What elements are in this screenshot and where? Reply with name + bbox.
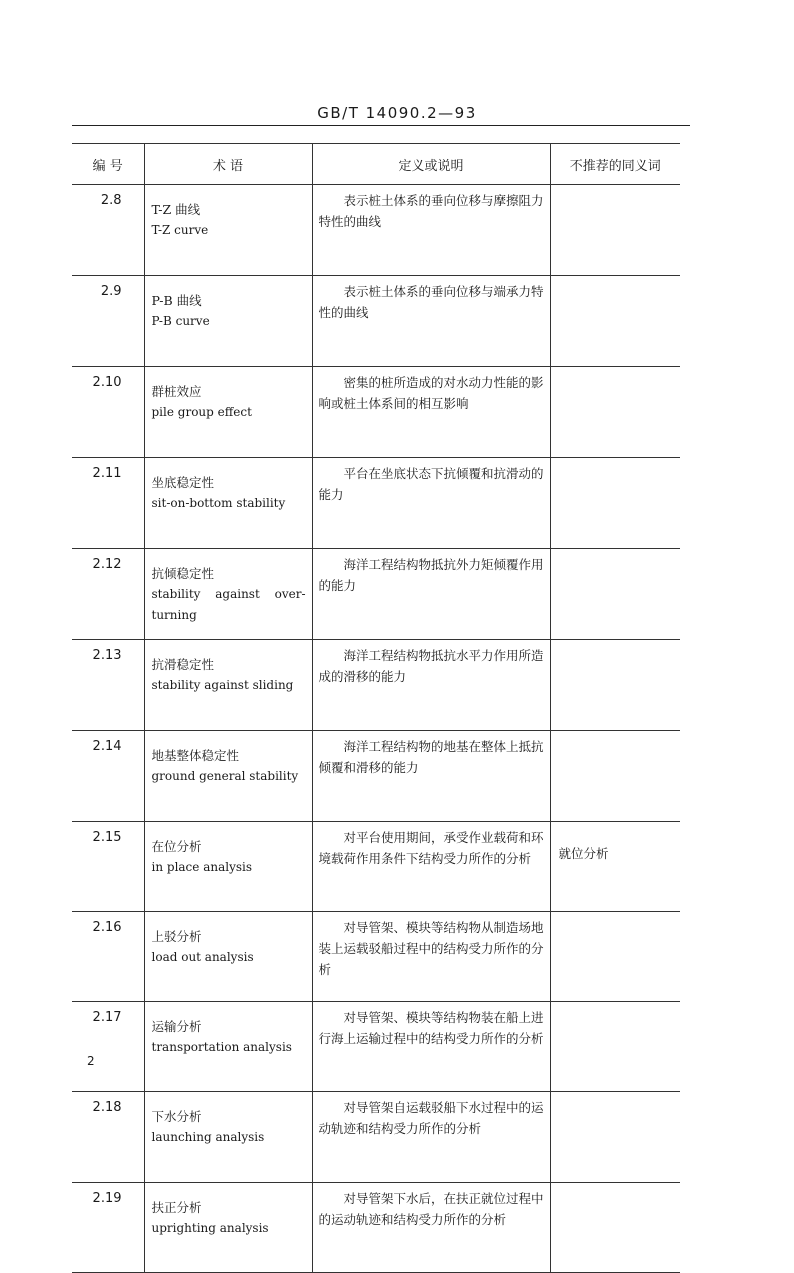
- definition-cell: [312, 1092, 550, 1183]
- term-cell: [144, 731, 312, 822]
- term-cell: [144, 822, 312, 912]
- table-row: [72, 640, 680, 731]
- term-cell: [144, 276, 312, 367]
- term-number: 2.14: [72, 731, 144, 822]
- term-number: 2.17: [72, 1002, 144, 1092]
- definition-cell: [312, 276, 550, 367]
- definition-cell: [312, 731, 550, 822]
- synonym-cell: [550, 1092, 680, 1183]
- synonym-cell: 就位分析: [550, 822, 680, 912]
- term-chinese: T-Z 曲线: [151, 202, 201, 217]
- definition-text: 对平台使用期间，承受作业载荷和环境载荷作用条件下结构受力所作的分析: [318, 830, 544, 866]
- synonym-cell: [550, 1183, 680, 1273]
- term-english: stability against sliding: [151, 678, 294, 692]
- definition-cell: [312, 367, 550, 458]
- definition-text: 表示桩土体系的垂向位移与端承力特性的曲线: [318, 284, 544, 320]
- term-chinese: 上驳分析: [151, 929, 202, 944]
- table-row: [72, 549, 680, 640]
- definition-text: 表示桩土体系的垂向位移与摩擦阻力特性的曲线: [318, 193, 544, 229]
- synonym-cell: [550, 912, 680, 1002]
- page-number: 2: [87, 1054, 95, 1068]
- column-header-term: 术 语: [144, 144, 312, 185]
- term-number: 2.12: [72, 549, 144, 640]
- definition-text: 密集的桩所造成的对水动力性能的影响或桩土体系间的相互影响: [318, 375, 544, 411]
- term-cell: [144, 185, 312, 276]
- synonym-cell: [550, 367, 680, 458]
- term-english: in place analysis: [151, 860, 252, 874]
- synonym-cell: [550, 1002, 680, 1092]
- term-number: 2.15: [72, 822, 144, 912]
- synonym-cell: [550, 731, 680, 822]
- term-number: 2.9: [72, 276, 144, 367]
- definition-cell: [312, 640, 550, 731]
- term-number: 2.16: [72, 912, 144, 1002]
- term-cell: [144, 1002, 312, 1092]
- term-cell: [144, 367, 312, 458]
- definition-cell: [312, 1183, 550, 1273]
- term-chinese: 在位分析: [151, 839, 202, 854]
- term-english: pile group effect: [151, 405, 252, 419]
- term-number: 2.8: [72, 185, 144, 276]
- definition-text: 海洋工程结构物抵抗水平力作用所造成的滑移的能力: [318, 648, 544, 684]
- term-english: launching analysis: [151, 1130, 265, 1144]
- term-cell: [144, 1183, 312, 1273]
- term-chinese: 抗倾稳定性: [151, 566, 215, 581]
- term-english: stability against over-turning: [151, 587, 306, 622]
- table-row: [72, 1183, 680, 1273]
- term-number: 2.18: [72, 1092, 144, 1183]
- term-english: sit-on-bottom stability: [151, 496, 286, 510]
- header-rule: [72, 125, 690, 126]
- term-chinese: 群桩效应: [151, 384, 202, 399]
- definition-text: 平台在坐底状态下抗倾覆和抗滑动的能力: [318, 466, 544, 502]
- definition-text: 对导管架下水后，在扶正就位过程中的运动轨迹和结构受力所作的分析: [318, 1191, 544, 1227]
- term-english: transportation analysis: [151, 1040, 292, 1054]
- terms-table: [72, 143, 680, 1273]
- synonym-cell: [550, 185, 680, 276]
- term-number: 2.19: [72, 1183, 144, 1273]
- term-english: uprighting analysis: [151, 1221, 269, 1235]
- term-chinese: 扶正分析: [151, 1200, 202, 1215]
- definition-text: 海洋工程结构物抵抗外力矩倾覆作用的能力: [318, 557, 544, 593]
- term-english: ground general stability: [151, 769, 299, 783]
- definition-text: 对导管架、模块等结构物从制造场地装上运载驳船过程中的结构受力所作的分析: [318, 920, 544, 977]
- term-cell: [144, 1092, 312, 1183]
- column-header-definition: 定义或说明: [312, 144, 550, 185]
- table-row: [72, 276, 680, 367]
- column-header-number: 编 号: [72, 144, 144, 185]
- table-row: [72, 458, 680, 549]
- table-row: [72, 1002, 680, 1092]
- table-row: [72, 822, 680, 912]
- table-row: [72, 367, 680, 458]
- table-row: [72, 912, 680, 1002]
- table-row: [72, 185, 680, 276]
- table-header-row: [72, 144, 680, 185]
- term-chinese: 抗滑稳定性: [151, 657, 215, 672]
- synonym-cell: [550, 640, 680, 731]
- synonym-cell: [550, 549, 680, 640]
- definition-cell: [312, 458, 550, 549]
- definition-text: 对导管架自运载驳船下水过程中的运动轨迹和结构受力所作的分析: [318, 1100, 544, 1136]
- term-cell: [144, 458, 312, 549]
- term-chinese: 运输分析: [151, 1019, 202, 1034]
- term-number: 2.11: [72, 458, 144, 549]
- table-row: [72, 731, 680, 822]
- definition-cell: [312, 549, 550, 640]
- term-english: P-B curve: [151, 314, 210, 328]
- definition-cell: [312, 1002, 550, 1092]
- term-chinese: P-B 曲线: [151, 293, 202, 308]
- definition-cell: [312, 822, 550, 912]
- column-header-synonym: 不推荐的同义词: [550, 144, 680, 185]
- definition-cell: [312, 912, 550, 1002]
- term-cell: [144, 549, 312, 640]
- term-number: 2.13: [72, 640, 144, 731]
- standard-code-header: GB/T 14090.2—93: [317, 104, 477, 122]
- definition-text: 对导管架、模块等结构物装在船上进行海上运输过程中的结构受力所作的分析: [318, 1010, 544, 1046]
- definition-cell: [312, 185, 550, 276]
- term-english: T-Z curve: [151, 223, 209, 237]
- term-cell: [144, 912, 312, 1002]
- term-number: 2.10: [72, 367, 144, 458]
- table-row: [72, 1092, 680, 1183]
- term-chinese: 下水分析: [151, 1109, 202, 1124]
- term-chinese: 地基整体稳定性: [151, 748, 240, 763]
- synonym-cell: [550, 458, 680, 549]
- definition-text: 海洋工程结构物的地基在整体上抵抗倾覆和滑移的能力: [318, 739, 544, 775]
- synonym-cell: [550, 276, 680, 367]
- term-cell: [144, 640, 312, 731]
- term-english: load out analysis: [151, 950, 254, 964]
- term-chinese: 坐底稳定性: [151, 475, 215, 490]
